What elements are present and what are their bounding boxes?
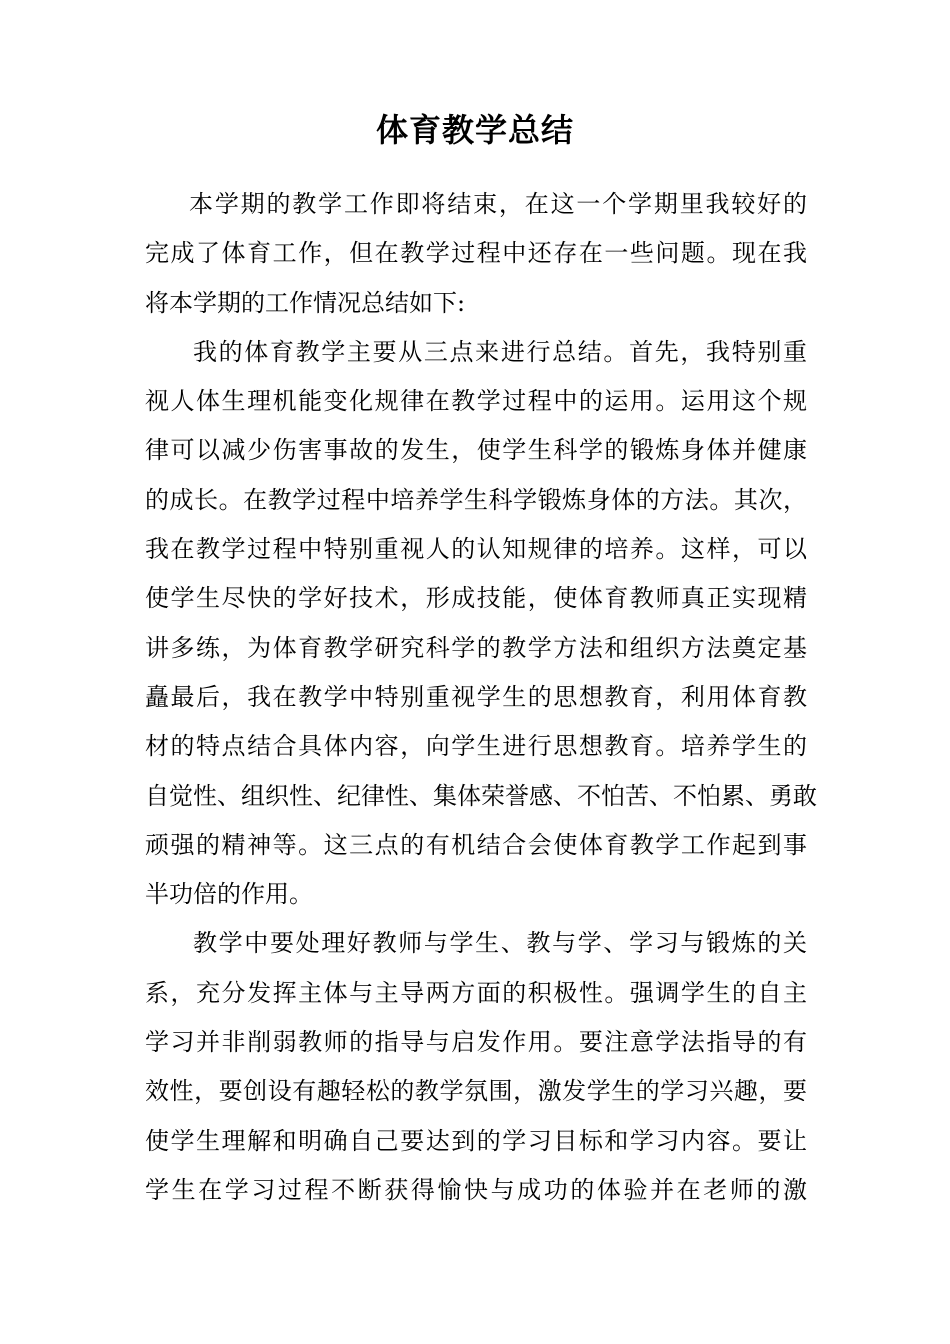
text-line: 系，充分发挥主体与主导两方面的积极性。强调学生的自主 (145, 978, 807, 1007)
text-line: 学生在学习过程不断获得愉快与成功的体验并在老师的激 (145, 1175, 807, 1204)
text-line: 本学期的教学工作即将结束，在这一个学期里我较好的 (189, 190, 807, 218)
document-title: 体育教学总结 (375, 111, 574, 149)
text-line: 我在教学过程中特别重视人的认知规律的培养。这样，可以 (145, 535, 807, 564)
text-line: 学习并非削弱教师的指导与启发作用。要注意学法指导的有 (145, 1028, 807, 1057)
document-body (145, 180, 817, 1215)
text-line: 视人体生理机能变化规律在教学过程中的运用。运用这个规 (145, 387, 807, 416)
text-line: 使学生尽快的学好技术，形成技能，使体育教师真正实现精 (145, 584, 807, 613)
text-line: 矗最后，我在教学中特别重视学生的思想教育，利用体育教 (145, 682, 807, 711)
text-line: 的成长。在教学过程中培养学生科学锻炼身体的方法。其次， (145, 485, 807, 514)
text-line: 顽强的精神等。这三点的有机结合会使体育教学工作起到事 (145, 830, 807, 859)
text-line: 效性，要创设有趣轻松的教学氛围，激发学生的学习兴趣，要 (145, 1077, 807, 1106)
text-line: 我的体育教学主要从三点来进行总结。首先，我特别重 (193, 337, 807, 366)
text-line: 自觉性、组织性、纪律性、集体荣誉感、不怕苦、不怕累、勇敢 (145, 781, 817, 810)
text-line: 完成了体育工作，但在教学过程中还存在一些问题。现在我 (145, 239, 807, 268)
text-line: 半功倍的作用。 (145, 880, 313, 909)
text-line: 将本学期的工作情况总结如下: (145, 288, 466, 317)
text-line: 教学中要处理好教师与学生、教与学、学习与锻炼的关 (193, 929, 807, 958)
text-line: 材的特点结合具体内容，向学生进行思想教育。培养学生的 (145, 732, 807, 761)
text-line: 律可以减少伤害事故的发生，使学生科学的锻炼身体并健康 (145, 436, 807, 465)
text-line: 使学生理解和明确自己要达到的学习目标和学习内容。要让 (145, 1126, 807, 1155)
text-line: 讲多练，为体育教学研究科学的教学方法和组织方法奠定基 (145, 633, 807, 662)
